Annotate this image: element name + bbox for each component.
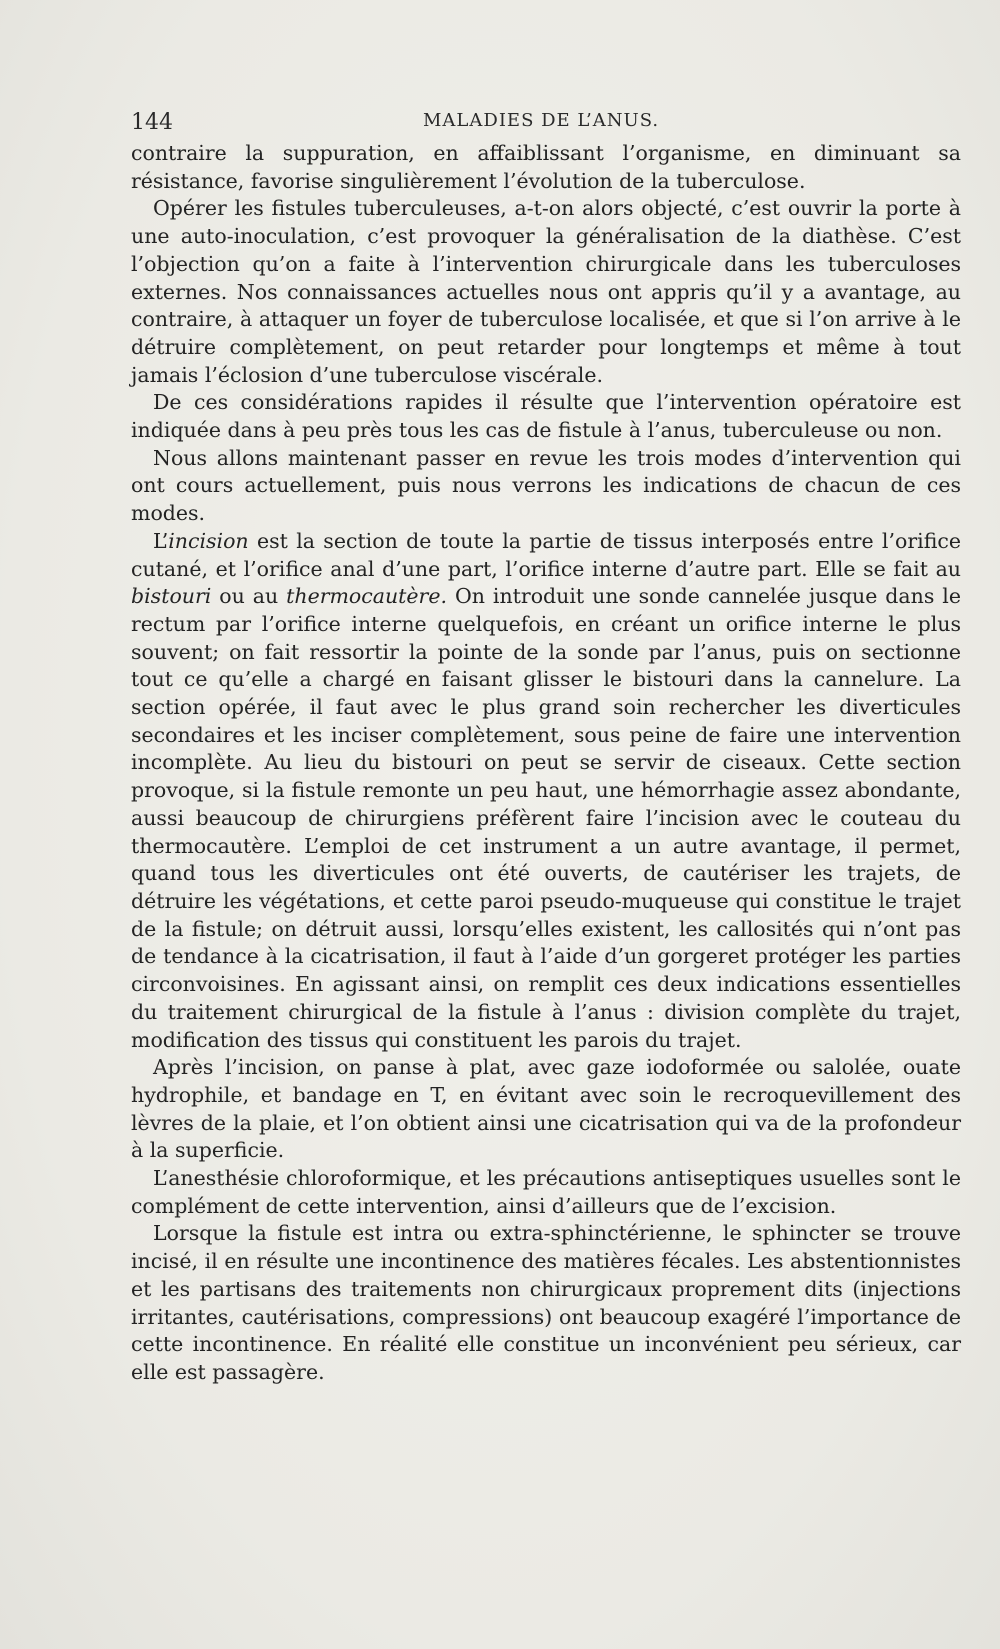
running-head: MALADIES DE L’ANUS. bbox=[423, 110, 660, 131]
paragraph: Après l’incision, on panse à plat, avec gaze iodoformée ou salolée, ouate hydrophile, et bandage en T, en évitant avec soin le recroquevillement des lèvres de la plaie, et l’on obtient ainsi une cicatrisation qui va de la profondeur à la superficie. bbox=[131, 1055, 961, 1163]
page-number: 144 bbox=[131, 110, 173, 135]
text-run: L’ bbox=[153, 528, 169, 553]
text-run: On introduit une sonde cannelée jusque dans le rectum par l’orifice interne quelquefois, en créant un orifice interne le plus souvent; on fait ressortir la pointe de la sonde par l’anus, puis on sectionne tout ce qu’elle a chargé en faisant glisser le bistouri dans la cannelure. La section opérée, il faut avec le plus grand soin rechercher les diverticules secondaires et les inciser complètement, sous peine de faire une intervention incomplète. Au lieu du bistouri on peut se servir de ciseaux. Cette section provoque, si la fistule remonte un peu haut, une hémorrhagie assez abondante, aussi beaucoup de chirurgiens préfèrent faire l’incision avec le couteau du thermocautère. L’emploi de cet instrument a un autre avantage, il permet, quand tous les diverticules ont été ouverts, de cautériser les trajets, de détruire les végétations, et cette paroi pseudo-muqueuse qui constitue le trajet de la fistule; on détruit aussi, lorsqu’elles existent, les callosités qui n’ont pas de tendance à la cicatrisation, il faut à l’aide d’un gorgeret protéger les parties circonvoisines. En agissant ainsi, on remplit ces deux indications essentielles du traitement chirurgical de la fistule à l’anus : division complète du trajet, modification des tissus qui constituent les parois du trajet. bbox=[131, 584, 961, 1052]
body-text bbox=[131, 140, 961, 1387]
italic-term: incision bbox=[168, 528, 249, 553]
paragraph: Nous allons maintenant passer en revue les trois modes d’intervention qui ont cours actuellement, puis nous verrons les indications de chacun de ces modes. bbox=[131, 445, 961, 526]
text-run: ou au bbox=[211, 584, 287, 609]
paragraph: De ces considérations rapides il résulte que l’intervention opératoire est indiquée dans à peu près tous les cas de fistule à l’anus, tuberculeuse ou non. bbox=[131, 390, 961, 443]
paragraph: Opérer les fistules tuberculeuses, a-t-on alors objecté, c’est ouvrir la porte à une auto-inoculation, c’est provoquer la généralisation de la diathèse. C’est l’objection qu’on a faite à l’intervention chirurgicale dans les tuberculoses externes. Nos connaissances actuelles nous ont appris qu’il y a avantage, au contraire, à attaquer un foyer de tuberculose localisée, et que si l’on arrive à le détruire complètement, on peut retarder pour longtemps et même à tout jamais l’éclosion d’une tuberculose viscérale. bbox=[131, 196, 961, 387]
paragraph: L’anesthésie chloroformique, et les précautions antiseptiques usuelles sont le complément de cette intervention, ainsi d’ailleurs que de l’excision. bbox=[131, 1166, 961, 1218]
paragraph-incision bbox=[131, 528, 961, 1054]
italic-term: bistouri bbox=[131, 584, 212, 609]
text-run: est la section de toute la partie de tissus interposés entre l’orifice cutané, et l’orifice anal d’une part, l’orifice interne d’autre part. Elle se fait au bbox=[131, 528, 961, 581]
paragraph: Lorsque la fistule est intra ou extra-sphinctérienne, le sphincter se trouve incisé, il en résulte une incontinence des matières fécales. Les abstentionnistes et les partisans des traitements non chirurgicaux proprement dits (injections irritantes, cautérisations, compressions) ont beaucoup exagéré l’importance de cette incontinence. En réalité elle constitue un inconvénient peu sérieux, car elle est passagère. bbox=[131, 1221, 961, 1384]
italic-term: thermocautère. bbox=[286, 584, 448, 609]
page-header bbox=[131, 100, 939, 136]
paragraph: contraire la suppuration, en affaiblissant l’organisme, en diminuant sa résistance, favorise singulièrement l’évolution de la tuberculose. bbox=[131, 141, 961, 193]
